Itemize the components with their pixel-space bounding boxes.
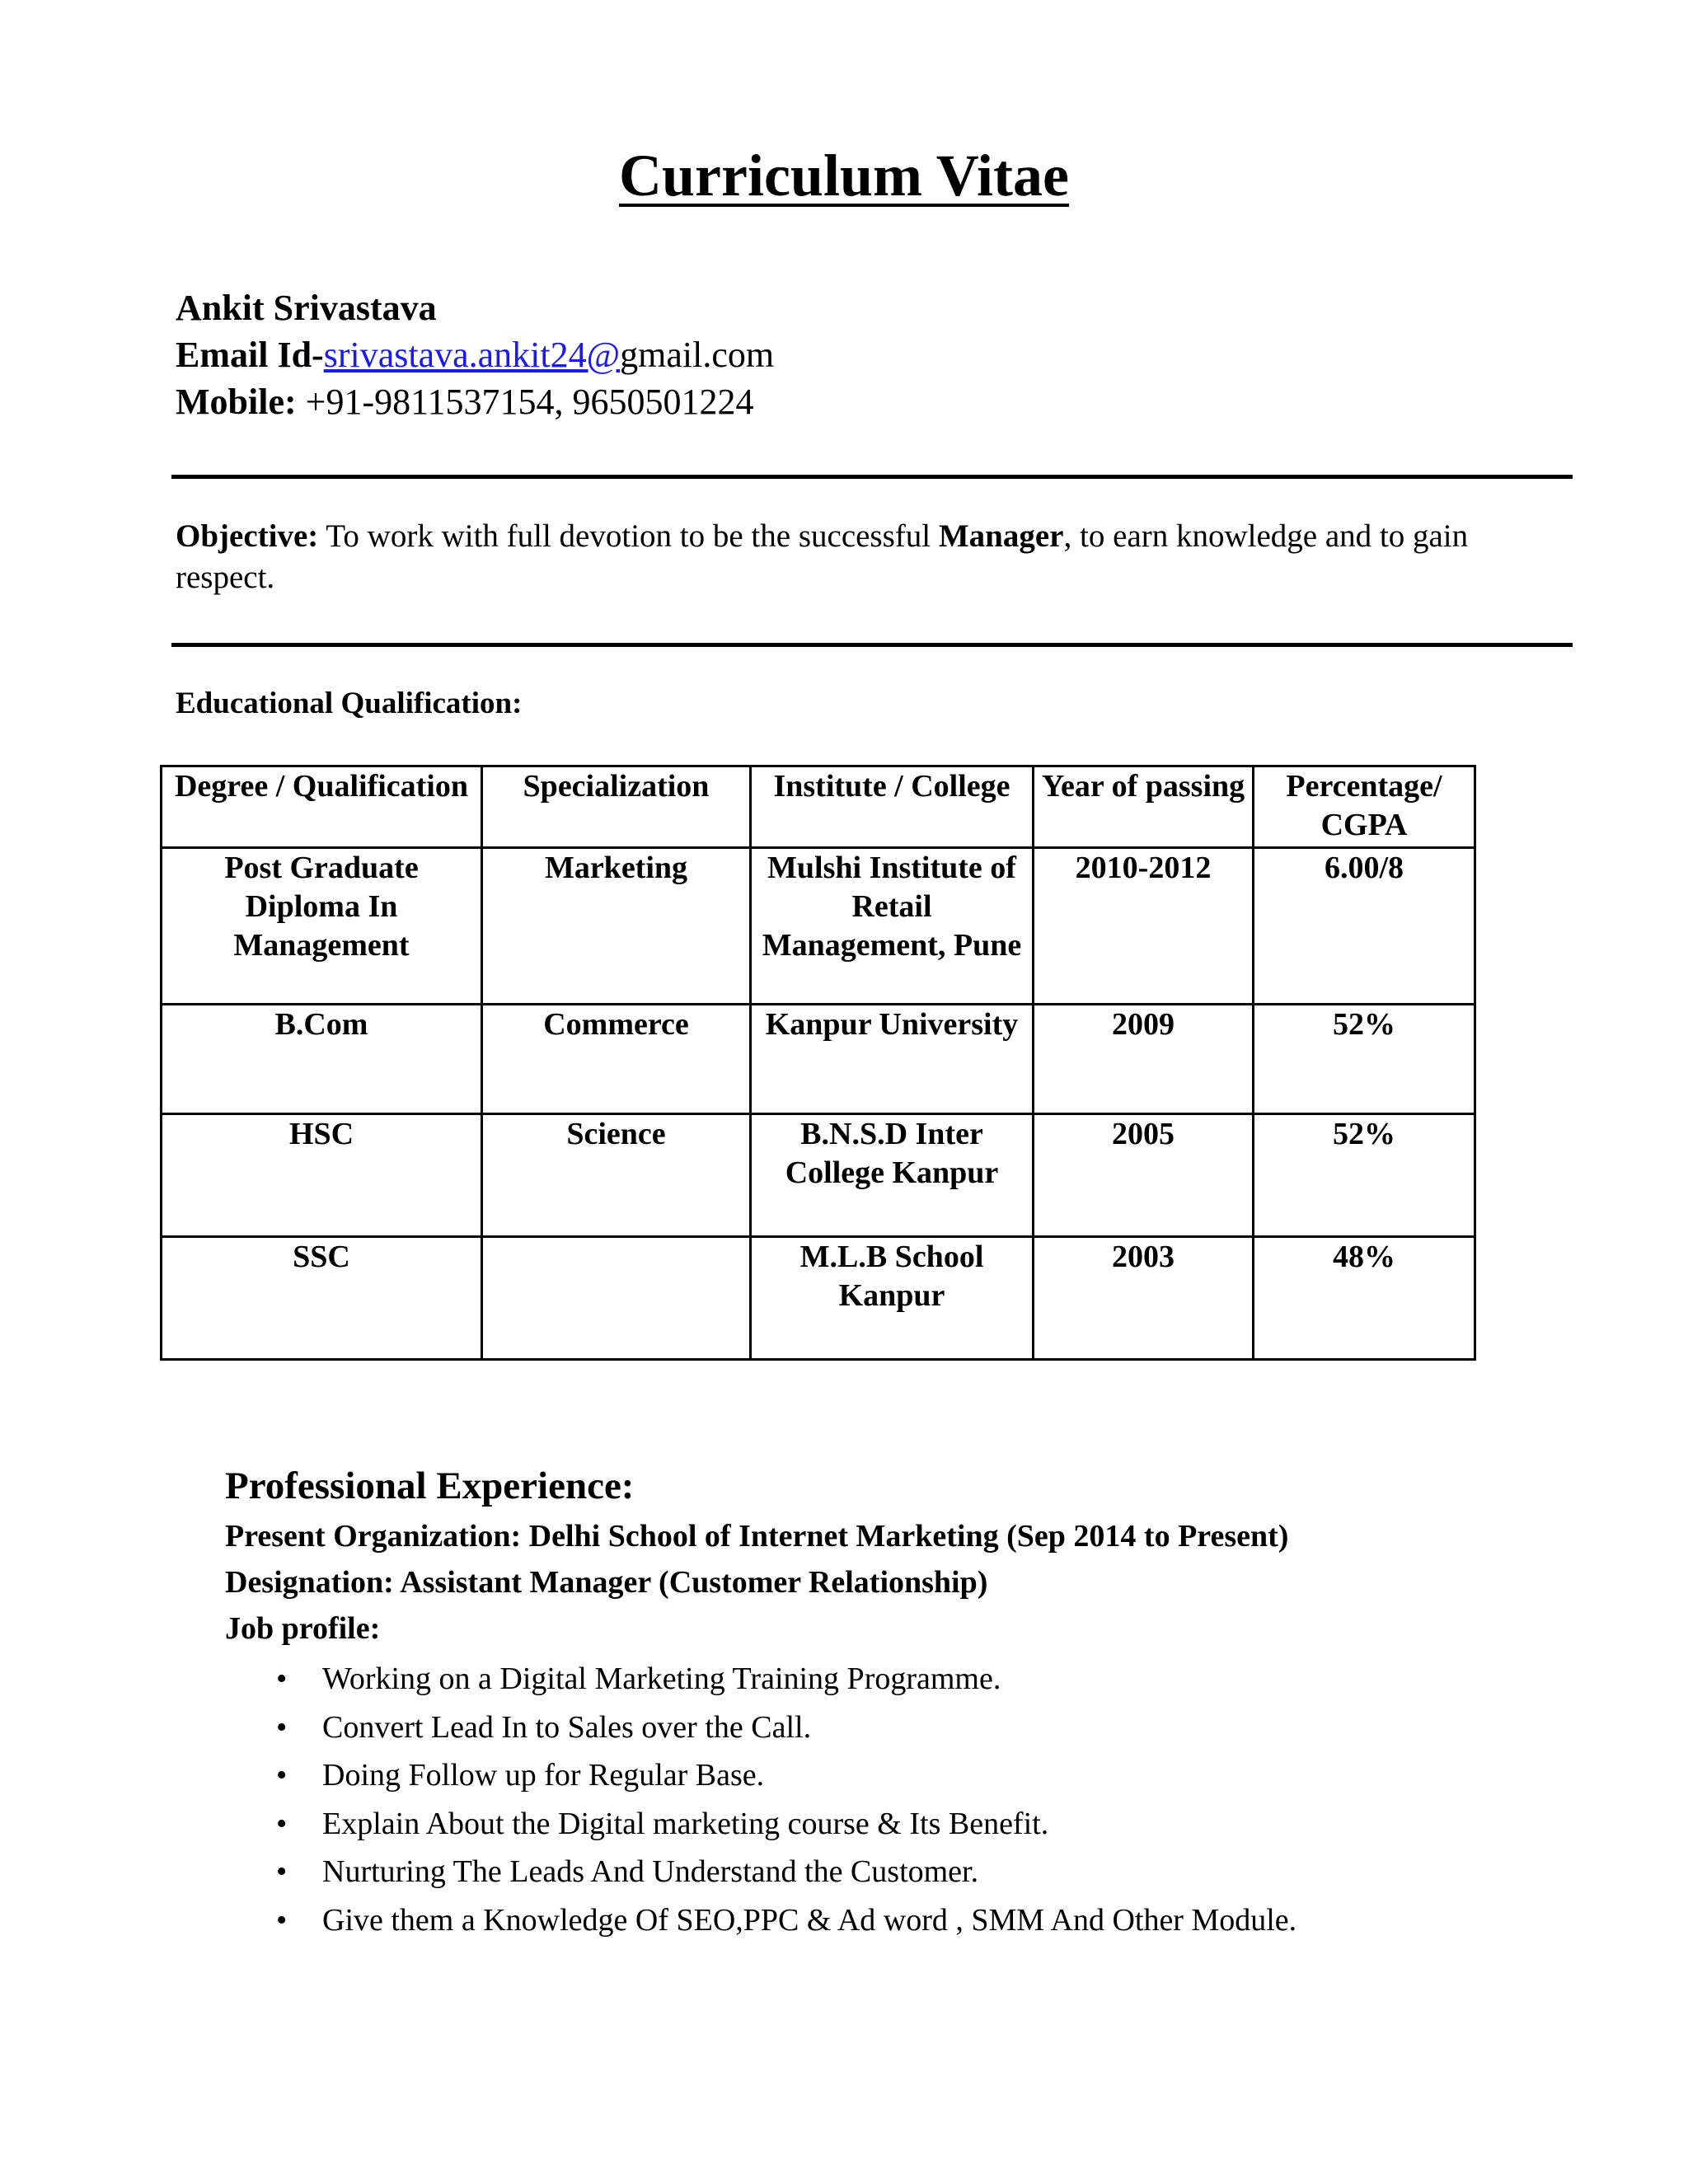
duty-text: Working on a Digital Marketing Training Programme. <box>322 1661 1001 1696</box>
bullet-icon: • <box>276 1709 288 1745</box>
table-cell: B.Com <box>162 1005 482 1114</box>
table-row <box>162 1237 1475 1360</box>
bullet-icon: • <box>276 1902 288 1938</box>
bullet-icon: • <box>276 1806 288 1841</box>
job-profile-label: Job profile: <box>225 1611 381 1646</box>
table-cell: Post Graduate Diploma In Management <box>162 848 482 1005</box>
column-header: Institute / College <box>751 766 1034 848</box>
email-line <box>176 331 774 378</box>
table-cell: SSC <box>162 1237 482 1360</box>
table-cell: 2005 <box>1034 1114 1254 1237</box>
divider-top <box>171 475 1573 479</box>
email-domain: gmail.com <box>620 335 775 375</box>
list-item <box>225 1704 1626 1752</box>
designation: Designation: Assistant Manager (Customer Relationship) <box>225 1565 988 1600</box>
table-header-row <box>162 766 1475 848</box>
candidate-name: Ankit Srivastava <box>176 288 437 328</box>
duties-list <box>225 1655 1626 1944</box>
table-cell: 2010-2012 <box>1034 848 1254 1005</box>
divider-bottom <box>171 643 1573 647</box>
experience-section <box>225 1459 1626 1944</box>
page-title <box>0 138 1688 213</box>
table-cell: 6.00/8 <box>1254 848 1475 1005</box>
objective-emphasis: Manager <box>938 518 1064 554</box>
objective-text-after: , to earn knowledge and to gain respect. <box>176 518 1469 595</box>
contact-block <box>176 284 774 425</box>
mobile-value: +91-9811537154, 9650501224 <box>296 382 754 422</box>
table-cell: Science <box>482 1114 751 1237</box>
table-cell: 2003 <box>1034 1237 1254 1360</box>
present-organization: Present Organization: Delhi School of Internet Marketing (Sep 2014 to Present) <box>225 1519 1289 1554</box>
email-link[interactable]: srivastava.ankit24@ <box>323 335 621 375</box>
list-item <box>225 1655 1626 1704</box>
table-cell: M.L.B School Kanpur <box>751 1237 1034 1360</box>
mobile-label: Mobile: <box>176 382 297 422</box>
education-table <box>160 765 1476 1361</box>
table-cell: Kanpur University <box>751 1005 1034 1114</box>
education-heading: Educational Qualification: <box>176 687 523 720</box>
list-item <box>225 1800 1626 1849</box>
table-cell: Mulshi Institute of Retail Management, Pune <box>751 848 1034 1005</box>
bullet-icon: • <box>276 1661 288 1696</box>
bullet-icon: • <box>276 1854 288 1889</box>
duty-text: Give them a Knowledge Of SEO,PPC & Ad word , SMM And Other Module. <box>322 1902 1297 1938</box>
mobile-line <box>176 378 774 425</box>
bullet-icon: • <box>276 1758 288 1793</box>
column-header: Specialization <box>482 766 751 848</box>
page-title-text: Curriculum Vitae <box>619 143 1069 209</box>
table-cell: 52% <box>1254 1114 1475 1237</box>
objective-text-before: To work with full devotion to be the successful <box>318 518 939 554</box>
table-row <box>162 848 1475 1005</box>
table-row <box>162 1005 1475 1114</box>
email-label: Email Id- <box>176 335 324 375</box>
table-cell: B.N.S.D Inter College Kanpur <box>751 1114 1034 1237</box>
table-cell: 2009 <box>1034 1005 1254 1114</box>
column-header: Year of passing <box>1034 766 1254 848</box>
duty-text: Nurturing The Leads And Understand the Customer. <box>322 1854 979 1889</box>
duty-text: Explain About the Digital marketing course & Its Benefit. <box>322 1806 1049 1841</box>
list-item <box>225 1896 1626 1945</box>
list-item <box>225 1848 1626 1896</box>
column-header: Percentage/ CGPA <box>1254 766 1475 848</box>
table-cell: HSC <box>162 1114 482 1237</box>
duty-text: Doing Follow up for Regular Base. <box>322 1758 765 1793</box>
table-cell: Marketing <box>482 848 751 1005</box>
table-cell: Commerce <box>482 1005 751 1114</box>
experience-heading: Professional Experience: <box>225 1465 635 1507</box>
table-cell: 52% <box>1254 1005 1475 1114</box>
list-item <box>225 1751 1626 1800</box>
duty-text: Convert Lead In to Sales over the Call. <box>322 1709 812 1745</box>
objective-label: Objective: <box>176 518 319 554</box>
table-cell <box>482 1237 751 1360</box>
column-header: Degree / Qualification <box>162 766 482 848</box>
table-row <box>162 1114 1475 1237</box>
objective-section <box>176 516 1568 598</box>
table-cell: 48% <box>1254 1237 1475 1360</box>
